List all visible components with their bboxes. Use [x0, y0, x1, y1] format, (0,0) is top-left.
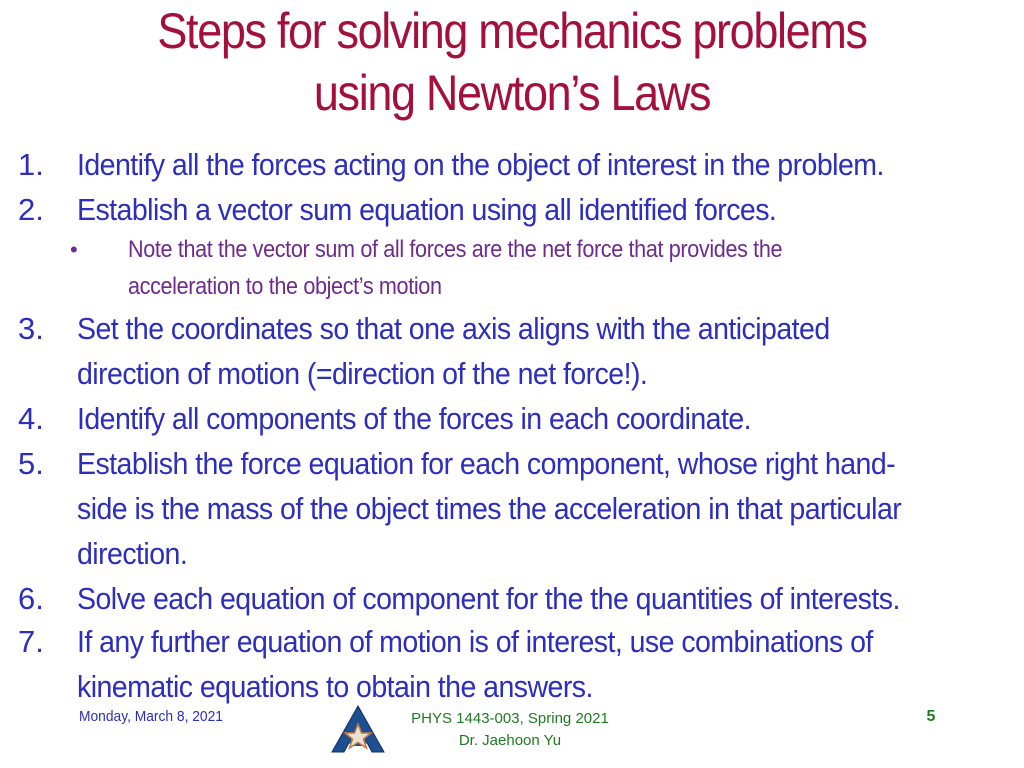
step-text-line: Set the coordinates so that one axis aligns with the anticipated: [77, 311, 830, 346]
step-text-line: Establish a vector sum equation using all identified forces.: [77, 192, 777, 227]
step-text: [77, 187, 776, 232]
step-number: 2.: [18, 192, 44, 227]
step-text: [77, 619, 873, 709]
slide-title-line-2: using Newton’s Laws: [313, 65, 711, 121]
footer-course: PHYS 1443-003, Spring 2021: [411, 710, 609, 727]
note-text: [128, 231, 782, 305]
step-text: [77, 142, 884, 187]
step-text-line: side is the mass of the object times the acceleration in that particular: [77, 491, 902, 526]
footer-date: Monday, March 8, 2021: [79, 708, 223, 725]
step-number: 3.: [18, 311, 44, 346]
step-text: [77, 576, 900, 621]
step-text: [77, 396, 751, 441]
step-text-line: kinematic equations to obtain the answers.: [77, 669, 593, 704]
slide-title-line-1: Steps for solving mechanics problems: [157, 3, 867, 59]
step-number: 5.: [18, 446, 44, 481]
step-text-line: Identify all components of the forces in each coordinate.: [77, 401, 752, 436]
step-text-line: Identify all the forces acting on the object of interest in the problem.: [77, 147, 884, 182]
step-text: [77, 441, 901, 576]
footer-instructor: Dr. Jaehoon Yu: [458, 732, 562, 749]
page-number: 5: [926, 708, 936, 725]
step-number: 7.: [18, 624, 44, 659]
bullet-icon: •: [70, 237, 78, 262]
footer-course-info: [360, 708, 660, 752]
note-text-line: Note that the vector sum of all forces are the net force that provides the: [128, 236, 783, 263]
step-text-line: Solve each equation of component for the the quantities of interests.: [77, 581, 900, 616]
step-text-line: direction of motion (=direction of the net force!).: [77, 356, 648, 391]
note-text-line: acceleration to the object’s motion: [128, 273, 442, 300]
step-text: [77, 306, 830, 396]
step-text-line: If any further equation of motion is of interest, use combinations of: [77, 624, 873, 659]
step-number: 6.: [18, 581, 44, 616]
step-text-line: Establish the force equation for each component, whose right hand-: [77, 446, 896, 481]
step-number: 4.: [18, 401, 44, 436]
step-number: 1.: [18, 147, 44, 182]
step-text-line: direction.: [77, 536, 188, 571]
